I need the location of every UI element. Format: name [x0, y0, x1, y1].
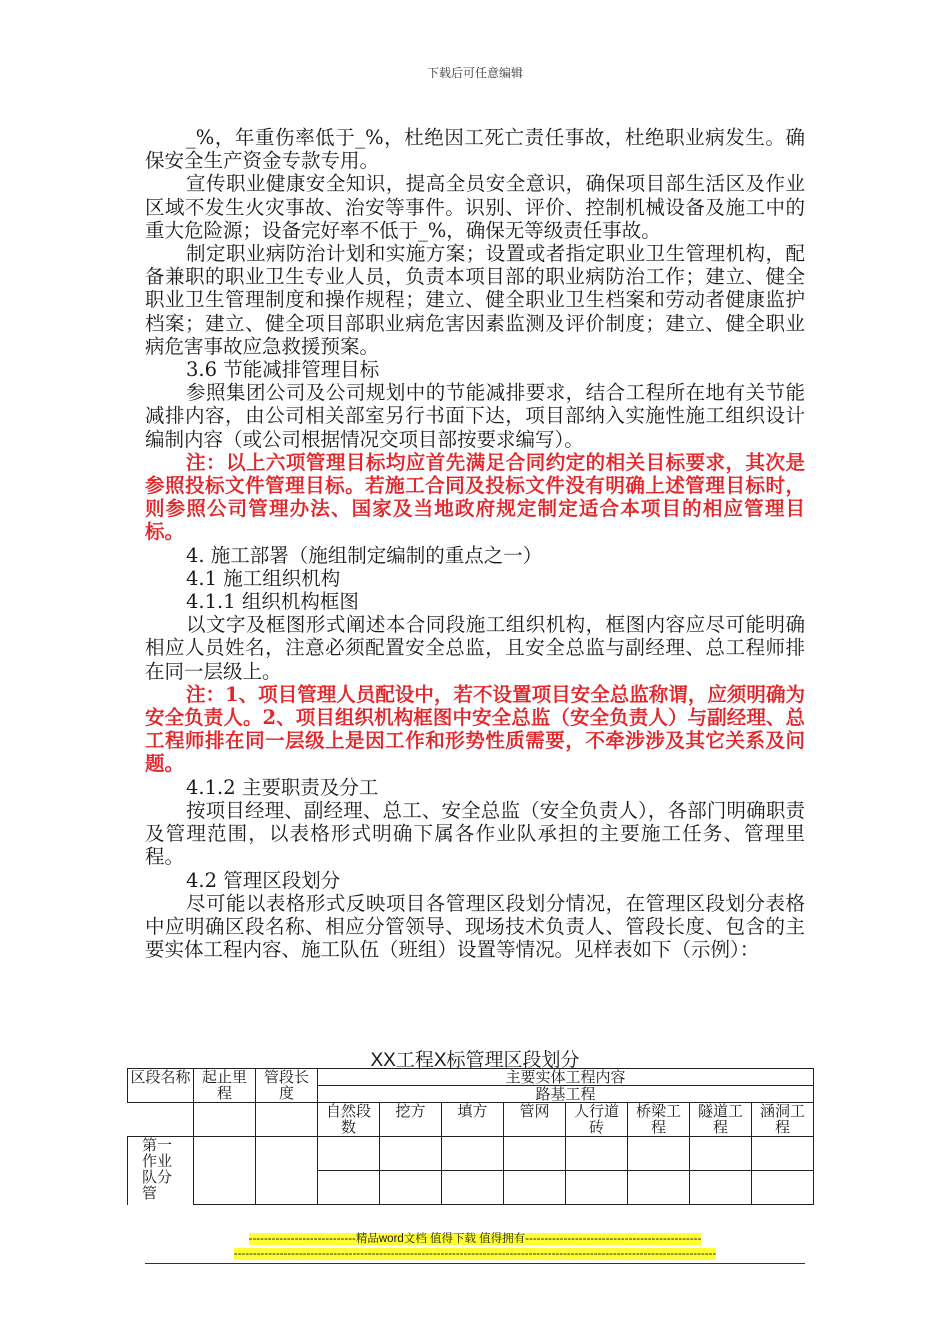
- subheader-pipe-network: 管网: [504, 1103, 566, 1137]
- table-cell: [566, 1171, 628, 1205]
- table-cell: [256, 1137, 318, 1205]
- table-cell: [380, 1171, 442, 1205]
- paragraph-health-awareness: 宣传职业健康安全知识，提高全员安全意识，确保项目部生活区及作业区域不发生火灾事故、治安等事件。识别、评价、控制机械设备及施工中的重大危险源；设备完好率不低于_%，确保无等级责任事故。: [145, 172, 805, 242]
- table-cell: [504, 1171, 566, 1205]
- header-mileage: 起止里程: [194, 1069, 256, 1103]
- header-length: 管段长度: [256, 1069, 318, 1103]
- table-cell: [690, 1137, 752, 1171]
- table-cell: [504, 1137, 566, 1171]
- page-footer: [200, 1232, 750, 1262]
- table-cell: [752, 1137, 814, 1171]
- subheader-culvert: 涵洞工程: [752, 1103, 814, 1137]
- table-title: XX工程X标管理区段划分: [370, 1050, 580, 1071]
- section-heading-4-1-2: 4.1.2 主要职责及分工: [186, 775, 379, 799]
- table-cell: [442, 1137, 504, 1171]
- table-cell: [194, 1137, 256, 1205]
- footer-line-1: ----------------------------精品word文档 值得下载 值得拥有----------------------------------------------: [248, 1233, 702, 1245]
- zone-division-table: [127, 1068, 814, 1205]
- section-heading-4-1: 4.1 施工组织机构: [186, 566, 341, 590]
- document-body: [145, 126, 805, 961]
- section-heading-4: 4. 施工部署（施组制定编制的重点之一）: [186, 543, 543, 567]
- header-zone-name: 区段名称: [128, 1069, 194, 1103]
- paragraph-safety-rates: _%，年重伤率低于_%，杜绝因工死亡责任事故，杜绝职业病发生。确保安全生产资金专款专用。: [145, 126, 805, 173]
- table-cell: [256, 1103, 318, 1137]
- table-cell: [318, 1137, 380, 1171]
- subheader-excavation: 挖方: [380, 1103, 442, 1137]
- table-cell: [442, 1171, 504, 1205]
- table-cell: [628, 1137, 690, 1171]
- table-cell: [318, 1171, 380, 1205]
- table-cell: [194, 1103, 256, 1137]
- note-management-targets: 注：以上六项管理目标均应首先满足合同约定的相关目标要求，其次是参照投标文件管理目标。若施工合同及投标文件没有明确上述管理目标时，则参照公司管理办法、国家及当地政府规定制定适合本项目的相应管理目标。: [145, 450, 805, 544]
- subheader-fill: 填方: [442, 1103, 504, 1137]
- section-heading-4-2: 4.2 管理区段划分: [186, 868, 341, 892]
- table-cell: [128, 1103, 194, 1137]
- subheader-sidewalk: 人行道砖: [566, 1103, 628, 1137]
- subheader-bridge: 桥梁工程: [628, 1103, 690, 1137]
- paragraph-zone-division: 尽可能以表格形式反映项目各管理区段划分情况，在管理区段划分表格中应明确区段名称、相应分管领导、现场技术负责人、管段长度、包含的主要实体工程内容、施工队伍（班组）设置等情况。见样表如下（示例）：: [145, 891, 805, 962]
- subheader-tunnel: 隧道工程: [690, 1103, 752, 1137]
- row-label-team-1: 第一作业队分管: [128, 1137, 194, 1205]
- note-safety-director: 注：1、项目管理人员配设中，若不设置项目安全总监称谓，应须明确为安全负责人。2、项目组织机构框图中安全总监（安全负责人）与副经理、总工程师排在同一层级上是因工作和形势性质需要，不牵涉涉及其它关系及问题。: [145, 682, 805, 776]
- section-heading-3-6: 3.6 节能减排管理目标: [186, 358, 380, 382]
- footer-line-2: ------------------------------------------------------------------------------------------------------------------------------: [233, 1248, 717, 1260]
- paragraph-occupational-disease: 制定职业病防治计划和实施方案；设置或者指定职业卫生管理机构，配备兼职的职业卫生专业人员，负责本项目部的职业病防治工作；建立、健全职业卫生管理制度和操作规程；建立、健全职业卫生档案和劳动者健康监护档案；建立、健全项目部职业病危害因素监测及评价制度；建立、健全职业病危害事故应急救援预案。: [145, 242, 805, 358]
- paragraph-responsibilities: 按项目经理、副经理、总工、安全总监（安全负责人），各部门明确职责及管理范围，以表格形式明确下属各作业队承担的主要施工任务、管理里程。: [145, 798, 805, 869]
- header-main-works: 主要实体工程内容: [318, 1069, 814, 1086]
- table-cell: [566, 1137, 628, 1171]
- table-cell: [628, 1171, 690, 1205]
- header-roadbed: 路基工程: [318, 1086, 814, 1103]
- footer-divider: [145, 1263, 805, 1264]
- subheader-segments: 自然段数: [318, 1103, 380, 1137]
- page-header: 下载后可任意编辑: [426, 66, 523, 80]
- paragraph-org-chart: 以文字及框图形式阐述本合同段施工组织机构，框图内容应尽可能明确相应人员姓名，注意必须配置安全总监，且安全总监与副经理、总工程师排在同一层级上。: [145, 613, 805, 683]
- table-cell: [752, 1171, 814, 1205]
- table-cell: [690, 1171, 752, 1205]
- table-cell: [380, 1137, 442, 1171]
- section-heading-4-1-1: 4.1.1 组织机构框图: [186, 590, 359, 614]
- paragraph-energy-saving: 参照集团公司及公司规划中的节能减排要求，结合工程所在地有关节能减排内容，由公司相关部室另行书面下达，项目部纳入实施性施工组织设计编制内容（或公司根据情况交项目部按要求编写）。: [145, 381, 805, 451]
